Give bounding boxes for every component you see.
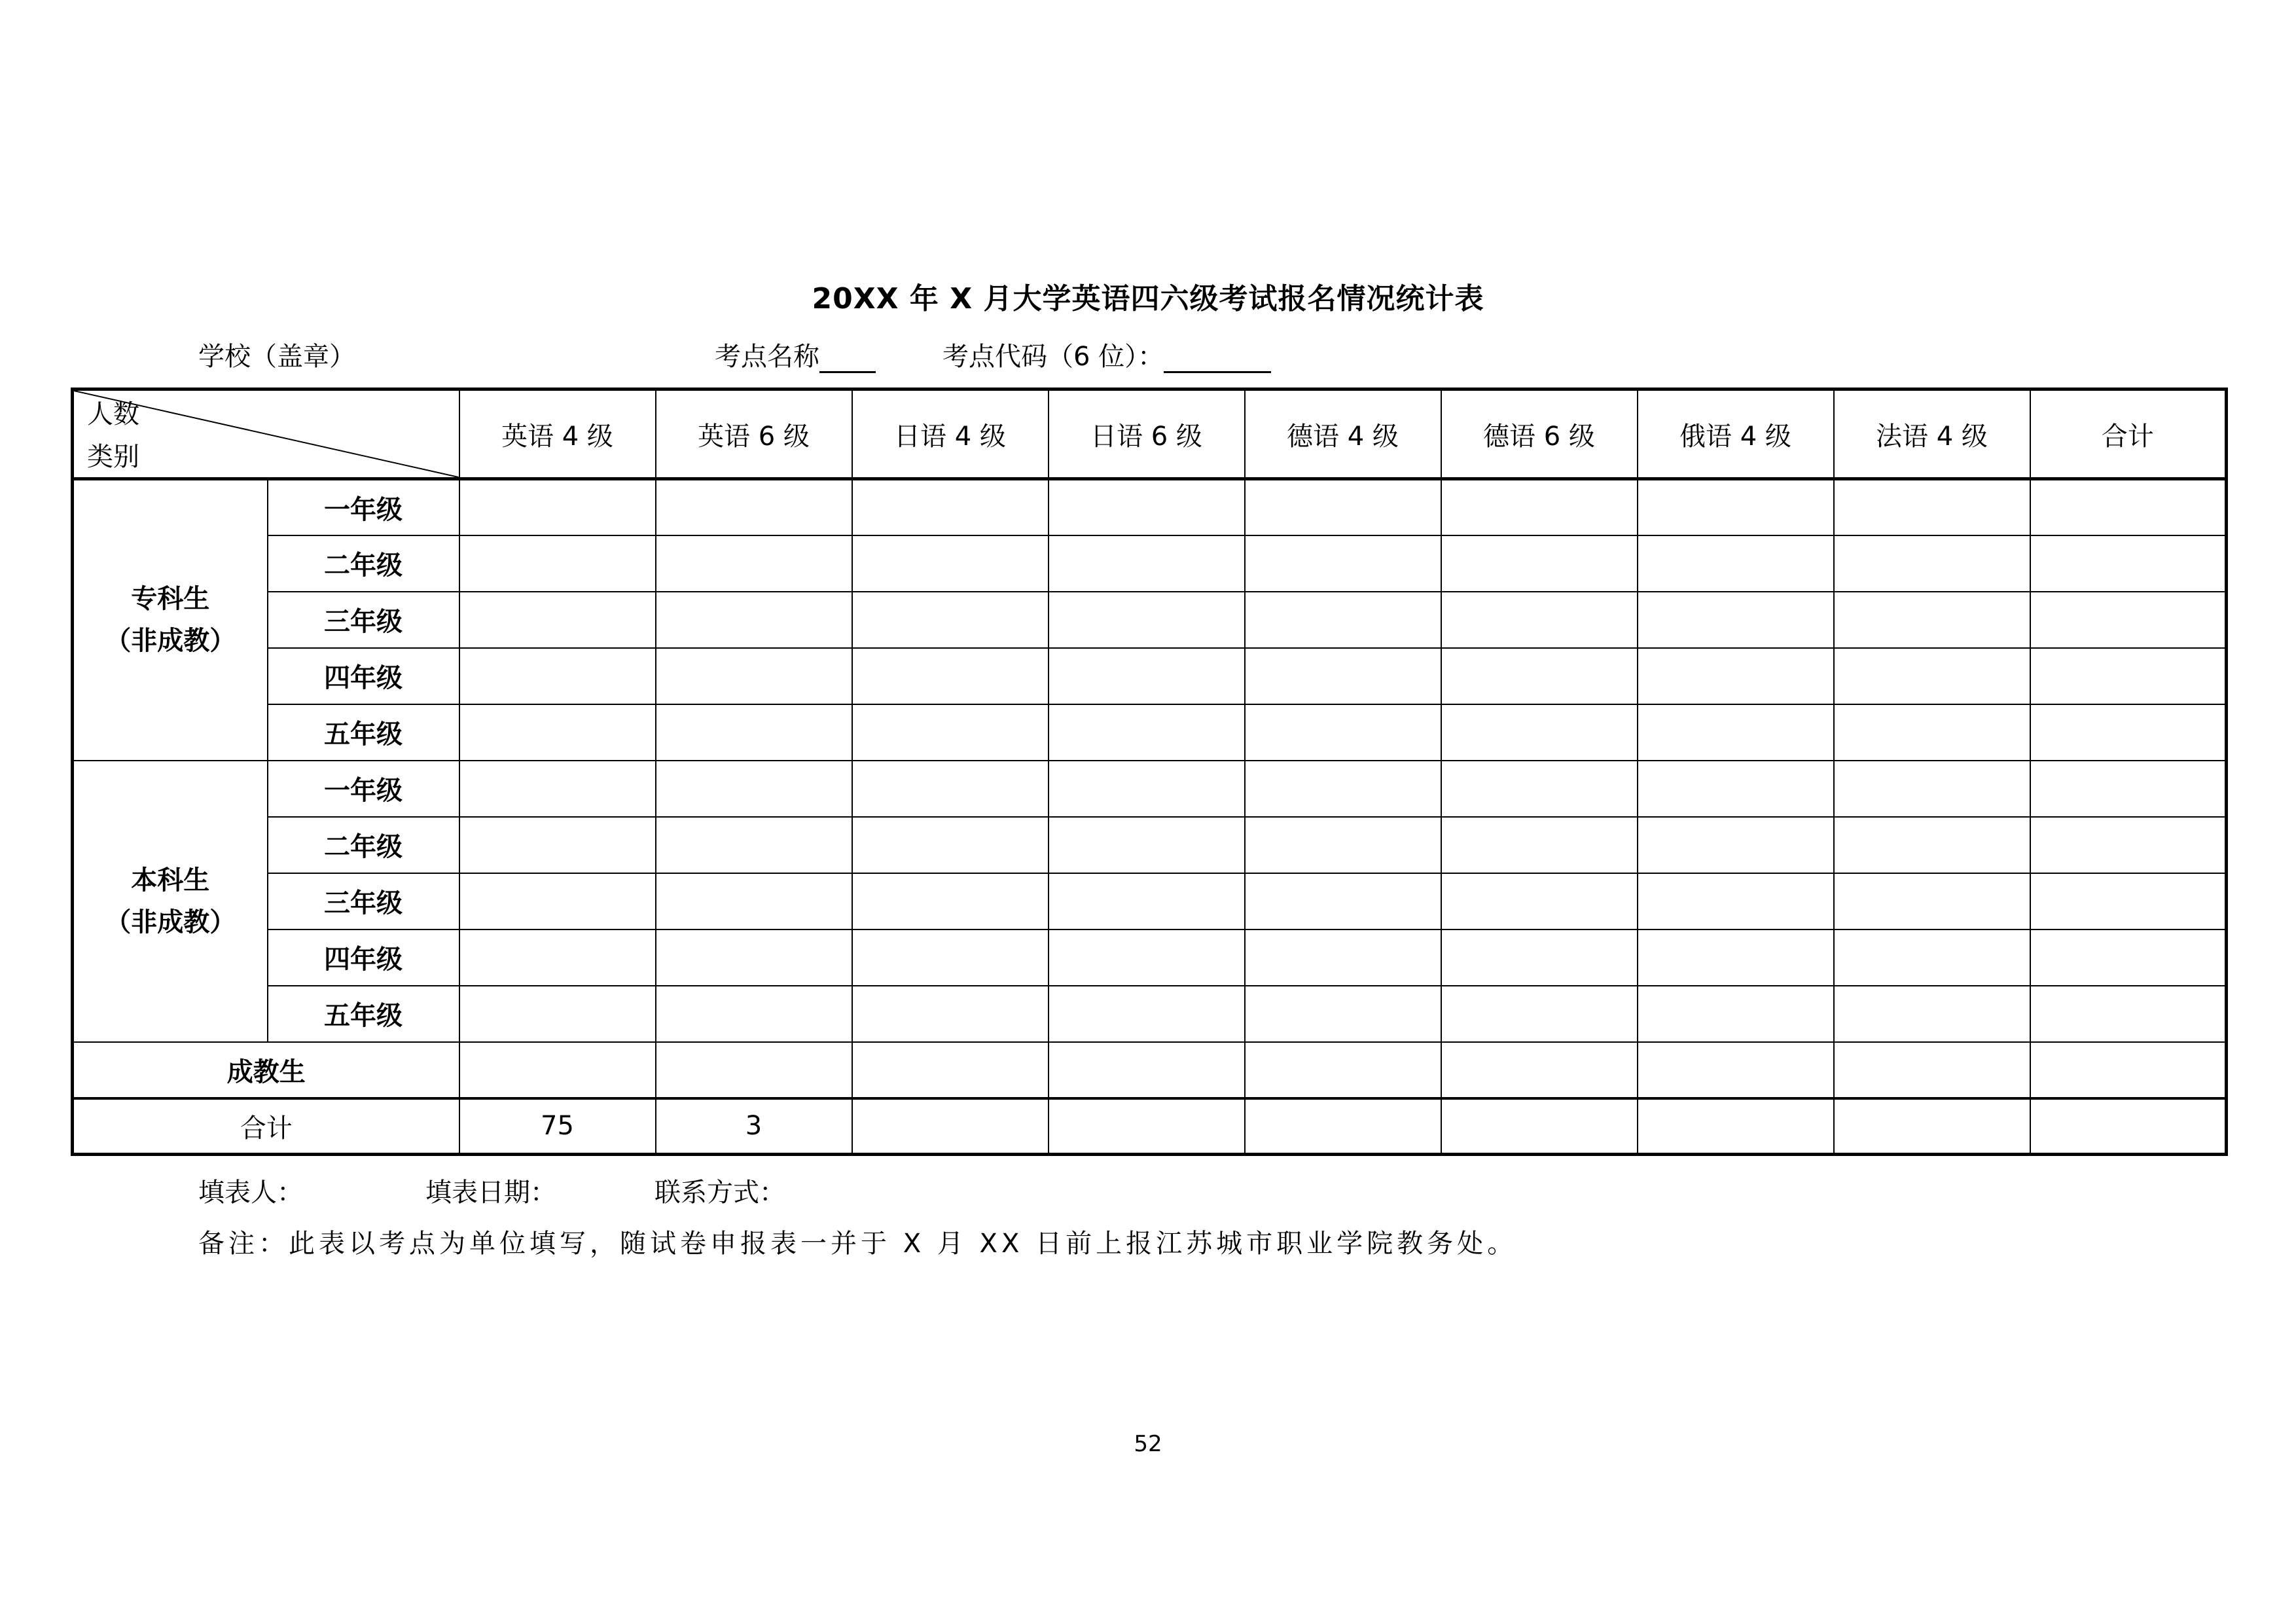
data-cell[interactable] — [1834, 648, 2030, 704]
data-cell[interactable] — [1834, 873, 2030, 929]
data-cell[interactable] — [656, 761, 852, 817]
data-cell[interactable] — [2030, 986, 2227, 1042]
total-row — [73, 1098, 2227, 1155]
data-cell[interactable] — [1638, 817, 1834, 873]
data-cell[interactable] — [656, 648, 852, 704]
page-number: 52 — [1134, 1431, 1162, 1457]
fill-date-label: 填表日期： — [425, 1178, 556, 1208]
corner-bottom-label: 类别 — [87, 442, 139, 472]
group-label-undergrad — [73, 761, 268, 1042]
table-body — [73, 479, 2227, 1155]
grade-label: 二年级 — [268, 535, 459, 592]
grade-label: 四年级 — [268, 648, 459, 704]
site-name-field — [715, 336, 876, 373]
data-cell[interactable] — [2030, 761, 2227, 817]
data-cell[interactable] — [1049, 986, 1245, 1042]
grade-label: 一年级 — [268, 479, 459, 535]
column-header: 德语 6 级 — [1441, 389, 1638, 479]
table-row — [73, 704, 2227, 761]
data-cell[interactable] — [1638, 873, 1834, 929]
data-cell[interactable] — [1441, 479, 1638, 535]
data-cell[interactable] — [1441, 592, 1638, 648]
data-cell[interactable] — [1441, 761, 1638, 817]
data-cell[interactable] — [459, 648, 656, 704]
data-cell[interactable] — [1441, 648, 1638, 704]
data-cell[interactable] — [2030, 704, 2227, 761]
data-cell[interactable] — [1441, 929, 1638, 986]
data-cell[interactable] — [1049, 479, 1245, 535]
data-cell[interactable] — [459, 929, 656, 986]
data-cell[interactable] — [2030, 592, 2227, 648]
total-cell[interactable] — [2030, 1098, 2227, 1155]
data-cell[interactable] — [1638, 704, 1834, 761]
data-cell[interactable] — [1638, 479, 1834, 535]
data-cell[interactable] — [1049, 704, 1245, 761]
site-name-label-text: 考点名称 — [715, 342, 819, 372]
data-cell[interactable] — [1245, 535, 1441, 592]
data-cell[interactable] — [1049, 873, 1245, 929]
data-cell[interactable] — [1834, 1042, 2030, 1098]
site-name-blank[interactable] — [819, 346, 876, 373]
group-name: 本科生 — [131, 865, 210, 895]
data-cell[interactable] — [1049, 929, 1245, 986]
data-cell[interactable] — [2030, 479, 2227, 535]
data-cell[interactable] — [1834, 704, 2030, 761]
data-cell[interactable] — [1834, 535, 2030, 592]
data-cell[interactable] — [2030, 929, 2227, 986]
data-cell[interactable] — [1638, 1042, 1834, 1098]
site-code-label-text: 考点代码（6 位）： — [942, 342, 1164, 372]
data-cell[interactable] — [852, 648, 1049, 704]
total-cell[interactable] — [1049, 1098, 1245, 1155]
adult-education-label: 成教生 — [73, 1042, 459, 1098]
table-row — [73, 761, 2227, 817]
data-cell[interactable] — [2030, 648, 2227, 704]
table-row — [73, 929, 2227, 986]
school-label — [198, 336, 355, 373]
column-header: 日语 6 级 — [1049, 389, 1245, 479]
data-cell[interactable] — [656, 535, 852, 592]
data-cell[interactable] — [1245, 479, 1441, 535]
data-cell[interactable] — [459, 817, 656, 873]
data-cell[interactable] — [459, 873, 656, 929]
table-row — [73, 479, 2227, 535]
table-row — [73, 592, 2227, 648]
data-cell[interactable] — [1638, 648, 1834, 704]
data-cell[interactable] — [1638, 761, 1834, 817]
corner-top-label: 人数 — [87, 399, 139, 429]
data-cell[interactable] — [2030, 817, 2227, 873]
data-cell[interactable] — [852, 986, 1049, 1042]
data-cell[interactable] — [656, 873, 852, 929]
total-cell[interactable] — [852, 1098, 1049, 1155]
data-cell[interactable] — [1834, 929, 2030, 986]
data-cell[interactable] — [1834, 761, 2030, 817]
data-cell[interactable] — [1441, 1042, 1638, 1098]
data-cell[interactable] — [656, 704, 852, 761]
data-cell[interactable] — [1441, 873, 1638, 929]
total-cell[interactable] — [1245, 1098, 1441, 1155]
registration-stats-table — [71, 388, 2228, 1156]
group-note: （非成教） — [105, 907, 236, 937]
total-cell[interactable] — [1834, 1098, 2030, 1155]
remark-note: 备注：此表以考点为单位填写，随试卷申报表一并于 X 月 XX 日前上报江苏城市职业学院教务处。 — [198, 1229, 1518, 1259]
group-label-junior — [73, 479, 268, 761]
data-cell[interactable] — [459, 1042, 656, 1098]
filler-label: 填表人： — [198, 1178, 303, 1208]
data-cell[interactable] — [459, 986, 656, 1042]
data-cell[interactable] — [459, 592, 656, 648]
data-cell[interactable] — [1049, 817, 1245, 873]
total-cell[interactable]: 75 — [459, 1098, 656, 1155]
data-cell[interactable] — [1049, 592, 1245, 648]
data-cell[interactable] — [459, 479, 656, 535]
data-cell[interactable] — [852, 592, 1049, 648]
data-cell[interactable] — [1638, 592, 1834, 648]
contact-label: 联系方式： — [655, 1178, 785, 1208]
data-cell[interactable] — [459, 535, 656, 592]
page-title: 20XX 年 X 月大学英语四六级考试报名情况统计表 — [812, 282, 1484, 316]
table-row — [73, 986, 2227, 1042]
data-cell[interactable] — [1049, 761, 1245, 817]
data-cell[interactable] — [1441, 704, 1638, 761]
data-cell[interactable] — [1834, 479, 2030, 535]
grade-label: 四年级 — [268, 929, 459, 986]
grade-label: 五年级 — [268, 704, 459, 761]
data-cell[interactable] — [852, 761, 1049, 817]
data-cell[interactable] — [1245, 817, 1441, 873]
data-cell[interactable] — [852, 817, 1049, 873]
table-row — [73, 535, 2227, 592]
diagonal-header-cell — [73, 389, 459, 479]
column-header: 日语 4 级 — [852, 389, 1049, 479]
table-header-row — [73, 389, 2227, 479]
data-cell[interactable] — [2030, 535, 2227, 592]
data-cell[interactable] — [459, 761, 656, 817]
grade-label: 五年级 — [268, 986, 459, 1042]
data-cell[interactable] — [1245, 704, 1441, 761]
site-code-blank[interactable] — [1164, 346, 1271, 373]
data-cell[interactable] — [459, 704, 656, 761]
data-cell[interactable] — [656, 1042, 852, 1098]
data-cell[interactable] — [656, 592, 852, 648]
data-cell[interactable] — [1441, 986, 1638, 1042]
data-cell[interactable] — [1834, 986, 2030, 1042]
data-cell[interactable] — [656, 479, 852, 535]
group-name: 专科生 — [131, 584, 210, 615]
total-cell[interactable] — [1638, 1098, 1834, 1155]
data-cell[interactable] — [1049, 535, 1245, 592]
total-cell[interactable]: 3 — [656, 1098, 852, 1155]
column-header: 俄语 4 级 — [1638, 389, 1834, 479]
table-row — [73, 817, 2227, 873]
data-cell[interactable] — [1245, 592, 1441, 648]
data-cell[interactable] — [1245, 929, 1441, 986]
column-header: 英语 4 级 — [459, 389, 656, 479]
data-cell[interactable] — [1245, 873, 1441, 929]
grade-label: 二年级 — [268, 817, 459, 873]
data-cell[interactable] — [852, 1042, 1049, 1098]
table-row — [73, 873, 2227, 929]
table-row — [73, 648, 2227, 704]
total-label: 合计 — [73, 1098, 459, 1155]
data-cell[interactable] — [2030, 1042, 2227, 1098]
data-cell[interactable] — [656, 929, 852, 986]
grade-label: 三年级 — [268, 592, 459, 648]
site-code-field — [942, 336, 1271, 373]
data-cell[interactable] — [852, 535, 1049, 592]
data-cell[interactable] — [1245, 761, 1441, 817]
data-cell[interactable] — [1441, 535, 1638, 592]
data-cell[interactable] — [852, 929, 1049, 986]
table-row — [73, 1042, 2227, 1098]
column-header: 法语 4 级 — [1834, 389, 2030, 479]
group-note: （非成教） — [105, 626, 236, 657]
school-label-text: 学校（盖章） — [198, 342, 355, 372]
data-cell[interactable] — [852, 479, 1049, 535]
data-cell[interactable] — [852, 704, 1049, 761]
total-cell[interactable] — [1441, 1098, 1638, 1155]
data-cell[interactable] — [2030, 873, 2227, 929]
data-cell[interactable] — [1638, 535, 1834, 592]
column-header: 德语 4 级 — [1245, 389, 1441, 479]
column-header: 英语 6 级 — [656, 389, 852, 479]
grade-label: 一年级 — [268, 761, 459, 817]
data-cell[interactable] — [852, 873, 1049, 929]
data-cell[interactable] — [1834, 817, 2030, 873]
data-cell[interactable] — [656, 986, 852, 1042]
grade-label: 三年级 — [268, 873, 459, 929]
data-cell[interactable] — [1245, 648, 1441, 704]
data-cell[interactable] — [1245, 986, 1441, 1042]
data-cell[interactable] — [1441, 817, 1638, 873]
data-cell[interactable] — [1049, 1042, 1245, 1098]
data-cell[interactable] — [1834, 592, 2030, 648]
data-cell[interactable] — [1638, 929, 1834, 986]
data-cell[interactable] — [1245, 1042, 1441, 1098]
data-cell[interactable] — [656, 817, 852, 873]
data-cell[interactable] — [1049, 648, 1245, 704]
column-header: 合计 — [2030, 389, 2227, 479]
data-cell[interactable] — [1638, 986, 1834, 1042]
